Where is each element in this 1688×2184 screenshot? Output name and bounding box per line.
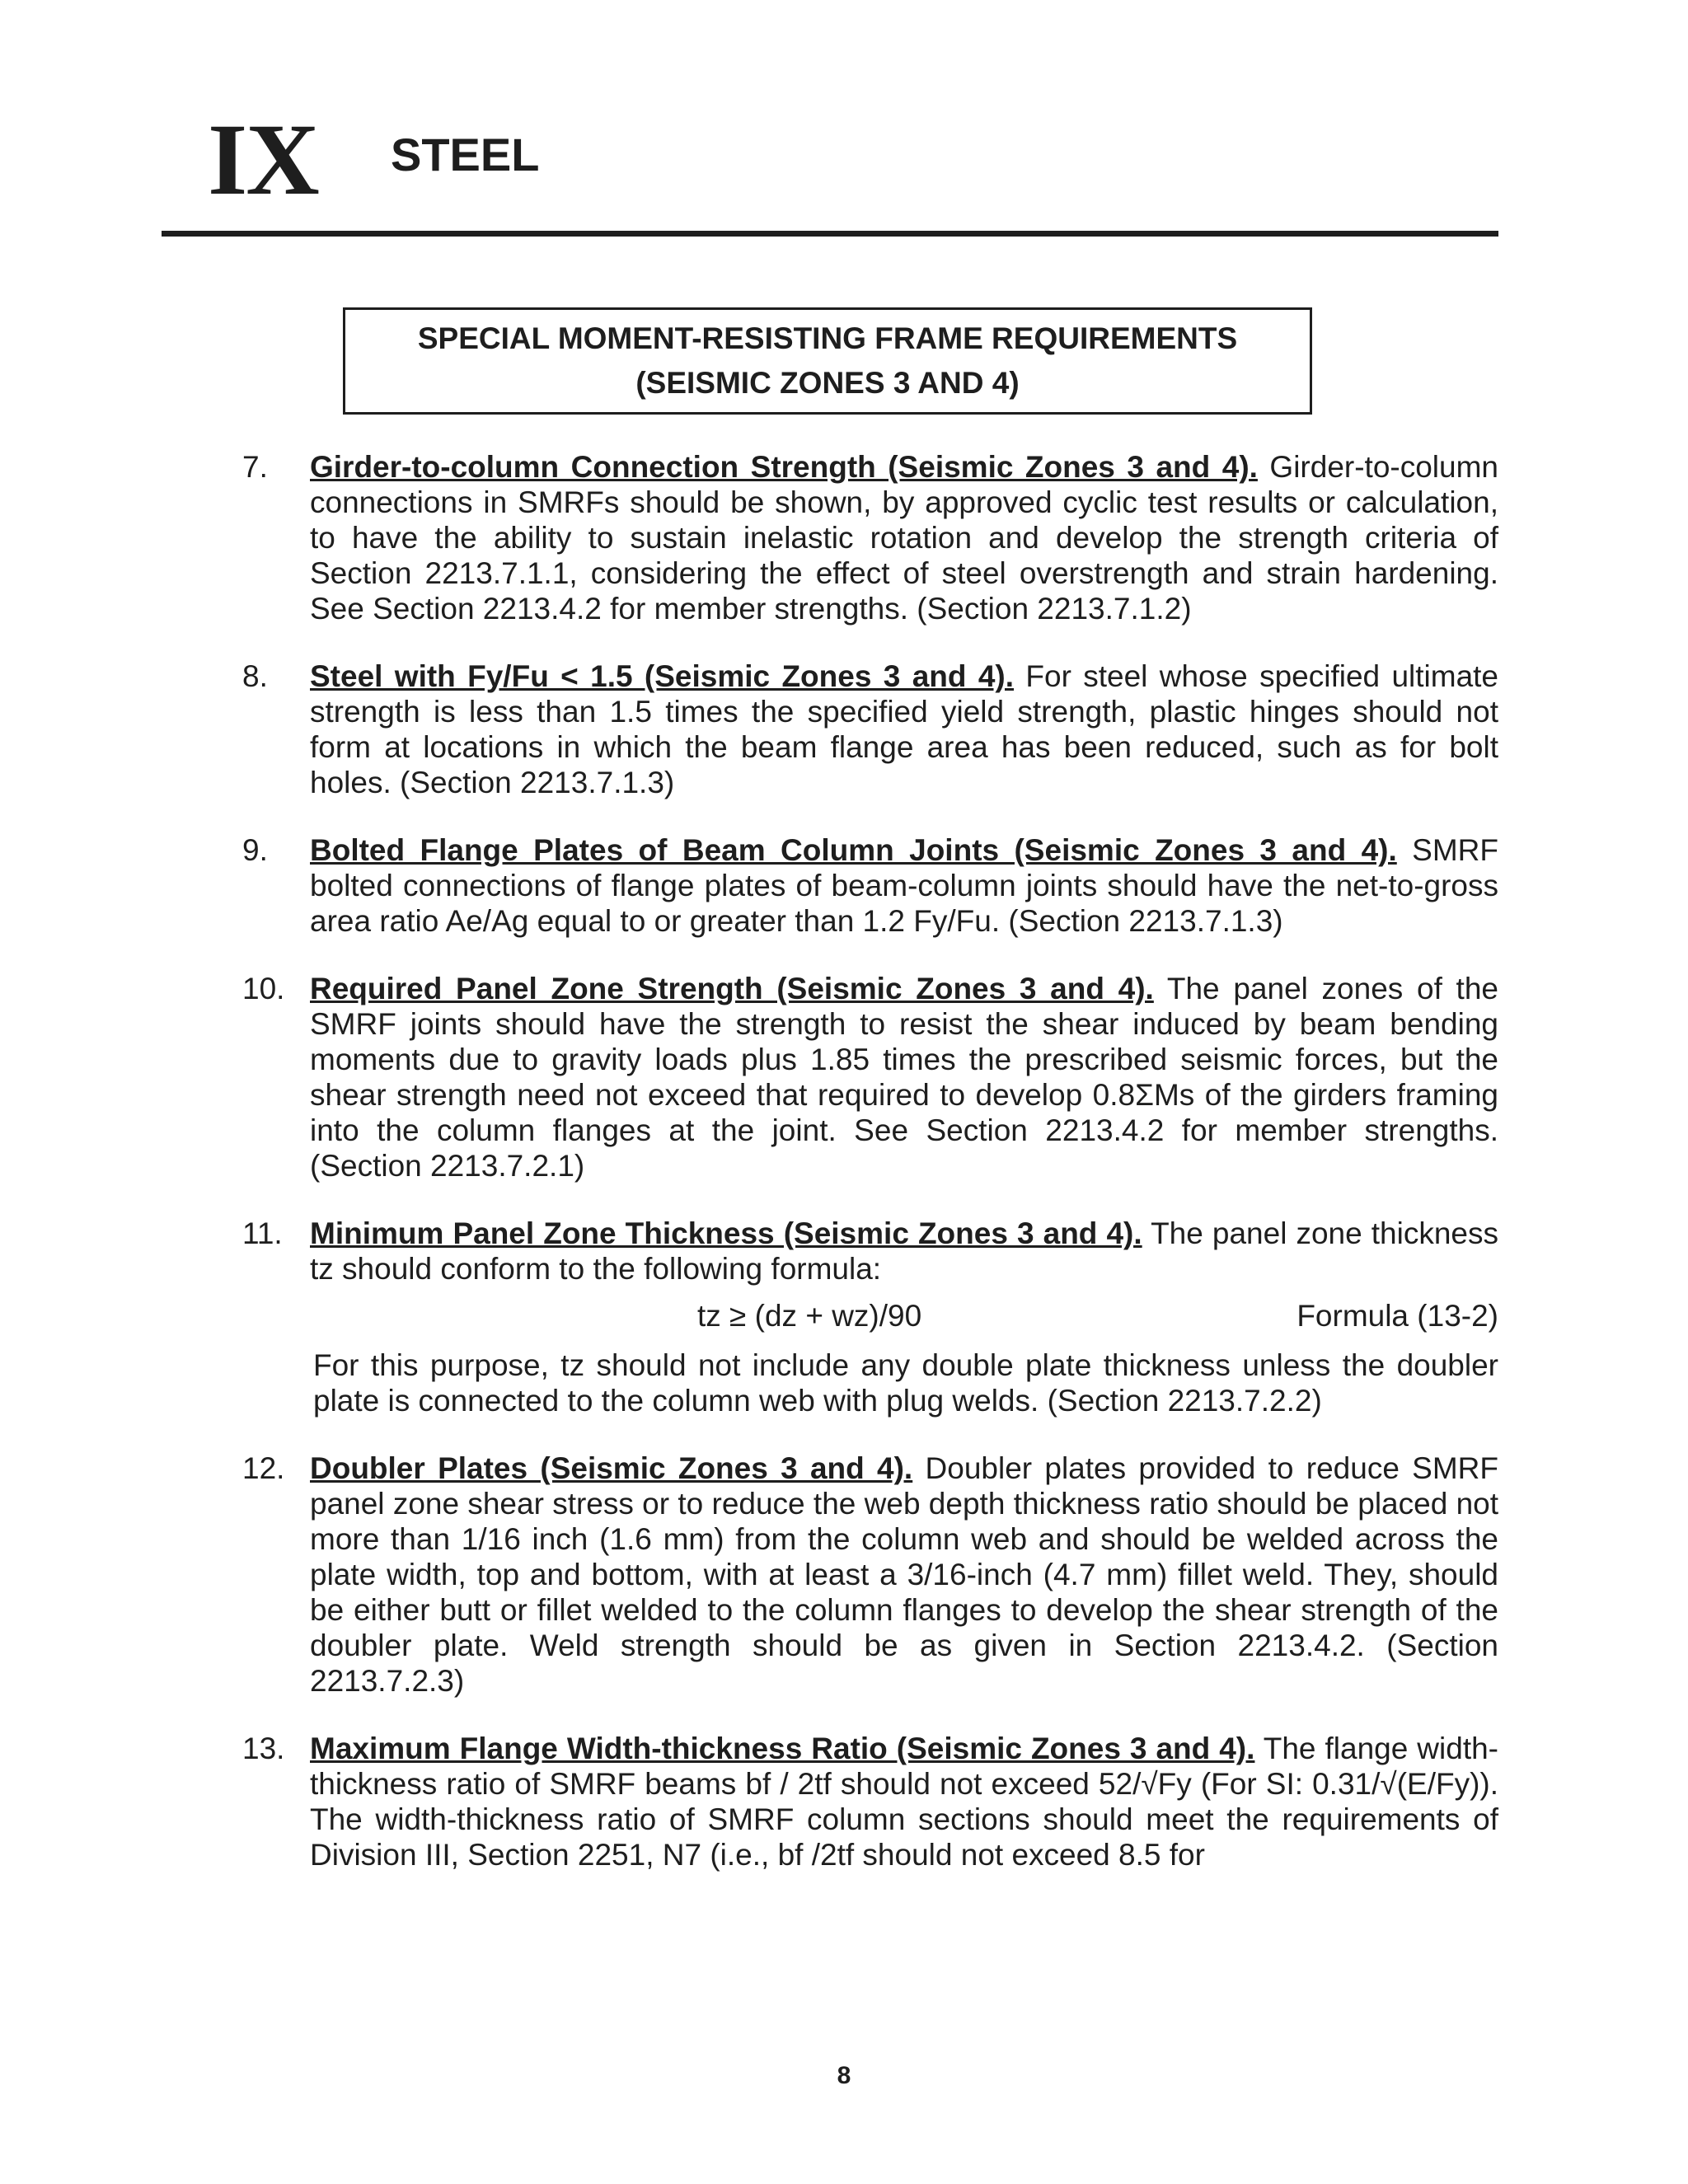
item-heading: Steel with Fy/Fu < 1.5 (Seismic Zones 3 and 4). bbox=[310, 659, 1015, 693]
item-heading: Doubler Plates (Seismic Zones 3 and 4). bbox=[310, 1451, 913, 1485]
chapter-title: STEEL bbox=[391, 129, 540, 180]
item-body bbox=[310, 658, 1498, 800]
item-text: Girder-to-column connections in SMRFs should be shown, by approved cyclic test results or calculation, to have the ability to sustain inelastic rotation and develop the strength criteria of Section 2213.7.1.1, considering the effect of steel overstrength and strain hardening. See Section 2213.4.2 for member strengths. (Section 2213.7.1.2) bbox=[310, 450, 1498, 626]
list-item bbox=[0, 971, 1688, 1183]
item-body bbox=[310, 1731, 1498, 1872]
list-item bbox=[0, 449, 1688, 626]
header-rule bbox=[162, 231, 1498, 237]
item-heading: Maximum Flange Width-thickness Ratio (Seismic Zones 3 and 4). bbox=[310, 1732, 1255, 1765]
item-number: 7. bbox=[242, 450, 268, 484]
list-item bbox=[0, 832, 1688, 939]
item-body bbox=[310, 449, 1498, 626]
item-body bbox=[310, 832, 1498, 939]
section-heading-line2: (SEISMIC ZONES 3 AND 4) bbox=[635, 366, 1020, 400]
item-heading: Girder-to-column Connection Strength (Seismic Zones 3 and 4). bbox=[310, 450, 1258, 484]
item-text: SMRF bolted connections of flange plates of beam-column joints should have the net-to-gross area ratio Ae/Ag equal to or greater than 1.2 Fy/Fu. (Section 2213.7.1.3) bbox=[310, 833, 1498, 938]
item-number: 13. bbox=[242, 1732, 285, 1765]
list-item bbox=[0, 1731, 1688, 1872]
item-heading: Minimum Panel Zone Thickness (Seismic Zones 3 and 4). bbox=[310, 1216, 1142, 1250]
item-text: The panel zones of the SMRF joints should have the strength to resist the shear induced by beam bending moments due to gravity loads plus 1.85 times the prescribed seismic forces, but the shear strength need not exceed that required to develop 0.8ΣMs of the girders framing into the column flanges at the joint. See Section 2213.4.2 for member strengths. (Section 2213.7.2.1) bbox=[310, 972, 1498, 1183]
item-heading: Required Panel Zone Strength (Seismic Zones 3 and 4). bbox=[310, 972, 1154, 1005]
list-item bbox=[0, 1451, 1688, 1699]
section-heading-box bbox=[343, 307, 1312, 415]
item-note: For this purpose, tz should not include any double plate thickness unless the doubler plate is connected to the column web with plug welds. (Section 2213.7.2.2) bbox=[313, 1348, 1498, 1418]
formula-row bbox=[310, 1286, 1498, 1344]
item-body bbox=[310, 1451, 1498, 1699]
formula: tz ≥ (dz + wz)/90 bbox=[697, 1299, 922, 1333]
list-item bbox=[0, 658, 1688, 800]
section-heading-line1: SPECIAL MOMENT-RESISTING FRAME REQUIREMENTS bbox=[417, 321, 1238, 355]
item-heading: Bolted Flange Plates of Beam Column Joints (Seismic Zones 3 and 4). bbox=[310, 833, 1397, 867]
item-number: 10. bbox=[242, 972, 285, 1005]
list-item bbox=[0, 1216, 1688, 1418]
item-text: The flange width-thickness ratio of SMRF beams bf / 2tf should not exceed 52/√Fy (For SI: 0.31/√(E/Fy)). The width-thickness ratio of SMRF column sections should meet the requirements of Division III, Section 2251, N7 (i.e., bf /2tf should not exceed 8.5 for bbox=[310, 1732, 1498, 1872]
item-number: 8. bbox=[242, 659, 268, 693]
item-number: 9. bbox=[242, 833, 268, 867]
formula-reference: Formula (13-2) bbox=[1296, 1299, 1498, 1333]
requirements-list bbox=[0, 449, 1688, 1905]
item-text: Doubler plates provided to reduce SMRF panel zone shear stress or to reduce the web depth thickness ratio should be placed not more than 1/16 inch (1.6 mm) from the column web and should be welded across the plate width, top and bottom, with at least a 3/16-inch (4.7 mm) fillet weld. They, should be either butt or fillet welded to the column flanges to develop the shear strength of the doubler plate. Weld strength should be as given in Section 2213.4.2. (Section 2213.7.2.3) bbox=[310, 1451, 1498, 1698]
item-text: The panel zone thickness tz should conform to the following formula: bbox=[310, 1216, 1499, 1286]
item-number: 11. bbox=[242, 1216, 283, 1250]
item-number: 12. bbox=[242, 1451, 285, 1485]
item-body bbox=[310, 1216, 1498, 1286]
item-body bbox=[310, 971, 1498, 1183]
chapter-number: IX bbox=[208, 103, 318, 216]
item-text: For steel whose specified ultimate strength is less than 1.5 times the specified yield strength, plastic hinges should not form at locations in which the beam flange area has been reduced, such as for bolt holes. (Section 2213.7.1.3) bbox=[310, 659, 1499, 799]
page-number: 8 bbox=[837, 2062, 851, 2089]
